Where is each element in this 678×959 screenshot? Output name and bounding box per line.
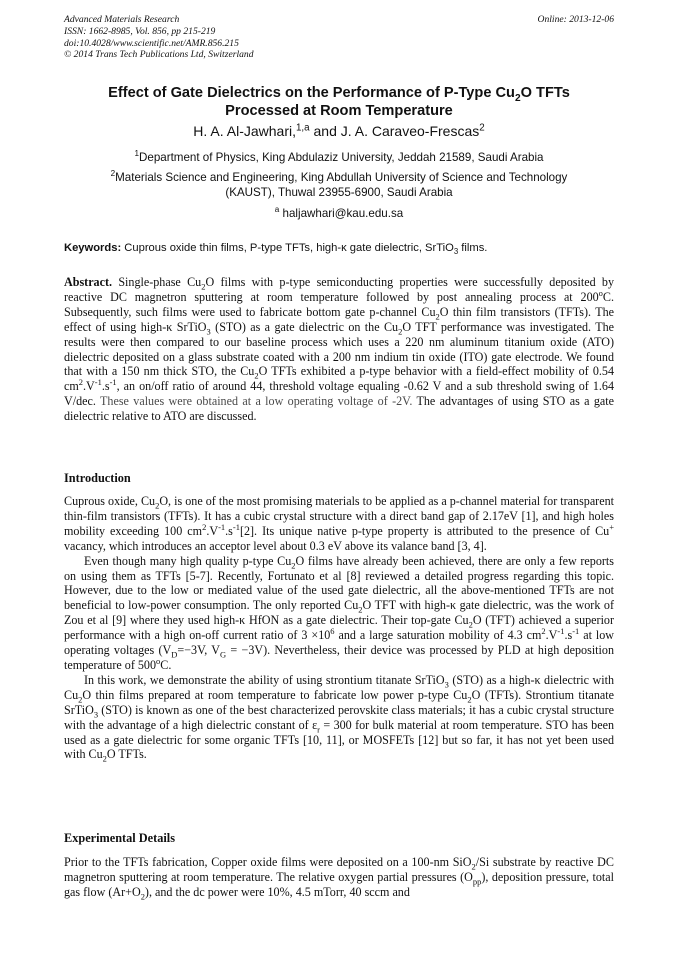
text: = −3V). Nevertheless, their device was processed by PLD at high deposition temperature of 500 [64,643,614,672]
text: The advantages of using STO as a gate dielectric relative to ATO are discussed. [64,394,614,424]
text: O films have already been achieved, there are only a few reports on using them as TFTs [5-7]. Recently, Fortunato et al [8] reviewed a detailed progress regarding this topic. However, due to the low or mediated value of the used gate dielectric, all the above-mentioned TFTs are not beneficial to low-power consumption. The only reported Cu [64,553,614,613]
copyright: © 2014 Trans Tech Publications Ltd, Switzerland [64,49,254,61]
text: O (TFTs). Strontium titanate SrTiO [64,687,615,717]
subscript: 2 [254,370,259,381]
superscript: -1 [572,626,580,637]
text: In this work, we demonstrate the ability of using strontium titanate SrTiO [84,672,445,687]
text: Cuprous oxide, Cu [64,494,156,508]
subscript: 2 [358,604,363,615]
online-date: Online: 2013-12-06 [537,14,614,25]
keywords-label: Keywords: [64,242,122,254]
paragraph [64,855,614,900]
subscript: 2 [468,619,473,630]
subscript: 2 [471,861,476,872]
affiliation-text: (KAUST), Thuwal 23955-6900, Saudi Arabia [225,186,453,199]
subscript: 2 [140,891,145,902]
email [60,206,618,221]
superscript: 2 [202,521,207,532]
keywords-text: Cuprous oxide thin films, P-type TFTs, high-κ gate dielectric, SrTiO [121,242,454,254]
superscript: 2 [110,169,116,179]
text: O TFTs. [106,747,147,762]
subscript: 2 [467,694,472,705]
superscript: 1,a [295,122,310,134]
subscript: 2 [78,694,83,705]
text: O (TFT) achieved a superior performance with a high on-off current ratio of 3 ×10 [64,613,615,643]
section-heading-experimental: Experimental Details [64,831,175,845]
text: O TFTs exhibited a p-type behavior with a field-effect mobility of 0.54 cm [64,364,615,394]
superscript: + [609,521,614,532]
text: O TFT with high-κ gate dielectric, was the work of Zou et al [9] where they used high-κ HfON as a gate dielectric. Their top-gate Cu [64,598,614,628]
superscript: -1 [557,626,565,637]
subscript: 2 [201,281,206,292]
superscript: a [274,205,280,215]
superscript: 6 [330,626,335,637]
superscript: 2 [479,122,485,134]
experimental-body [64,855,614,900]
affiliation-2 [60,170,618,200]
text: =−3V, V [177,643,221,658]
superscript: -1 [109,377,117,388]
journal-header [64,14,614,61]
doi: doi:10.4028/www.scientific.net/AMR.856.215 [64,37,239,49]
superscript: o [598,287,603,298]
subscript: pp [472,876,482,887]
subscript: 2 [155,500,160,511]
text: O, is one of the most promising materials to be applied as a p-channel material for transparent thin-film transistors (TFTs). It has a cubic crystal structure with a direct band gap of 2.17eV [1], and high holes mobility exceeding 100 cm [64,494,614,538]
text: , an on/off ratio of around 44, threshold voltage equaling -0.62 V and a sub threshold swing of 1.64 V/dec. [64,379,614,409]
authors [60,123,618,139]
superscript: -1 [218,521,226,532]
text: O films with p-type semiconducting properties were successfully deposited by reactive DC magnetron sputtering at room temperature followed by post annealing process at 200 [64,275,615,304]
text: (STO) as a gate dielectric on the Cu [210,319,399,334]
affiliation-text: Materials Science and Engineering, King Abdullah University of Science and Technology [115,171,568,184]
text: ), and the dc power were 10%, 4.5 mTorr, 40 sccm and [144,884,410,899]
subscript: r [317,724,320,734]
paragraph [64,554,614,673]
text: O thin film transistors (TFTs). The effect of using high-κ SrTiO [64,304,614,334]
text: vacancy, which introduces an acceptor level about 0.3 eV above its valance band [3, 4]. [64,538,487,553]
keywords [64,242,618,257]
subscript: 2 [102,753,107,764]
text: ), deposition pressure, total gas flow (Ar+O [64,869,614,899]
text: These values were obtained at a low operating voltage of -2V. [100,394,413,409]
subscript: 3 [444,679,449,690]
subscript: 2 [398,326,403,337]
introduction-body [64,494,614,762]
affiliation-1 [60,150,618,165]
paragraph [64,673,614,762]
author-2: and J. A. Caraveo-Frescas [309,123,480,139]
title-text: Effect of Gate Dielectrics on the Performance of P-Type Cu [108,85,515,101]
text: O thin films prepared at room temperature to fabricate low power p-type Cu [82,687,468,702]
author-1: H. A. Al-Jawhari, [193,123,296,139]
superscript: -1 [94,377,102,388]
superscript: -1 [232,521,240,532]
text: and a large saturation mobility of 4.3 cm [334,628,542,643]
text: C. [160,657,172,672]
subscript: 2 [435,311,440,322]
email-text: haljawhari@kau.edu.sa [279,207,404,220]
paragraph [64,494,614,554]
text: .V [83,379,95,394]
text: Even though many high quality p-type Cu [84,553,292,568]
subscript: 3 [206,326,211,337]
subscript: 3 [453,247,459,257]
title-text: O TFTs [520,85,570,101]
section-heading-introduction: Introduction [64,471,131,485]
subscript: 3 [93,709,99,720]
abstract-label: Abstract. [64,275,113,289]
abstract [64,275,614,424]
keywords-text: films. [458,242,488,254]
title-line2: Processed at Room Temperature [225,103,453,119]
subscript: 2 [291,560,296,571]
text: (STO) is known as one of the best characterized perovskite class materials; it has a cubic crystal structure with the advantage of a high dielectric constant of ε [64,702,614,732]
text: at low operating voltages (V [64,628,614,658]
text: O TFT performance was investigated. The results were then compared to our baseline process which uses a 220 nm aluminum titanium oxide (ATO) dielectric deposited on a glass substrate coated with a 200 nm indium tin oxide (ITO) gate electrode. We found that with a 150 nm thick STO, the Cu [64,319,614,379]
text: .V [206,523,219,538]
text: (STO) as a high-κ dielectric with Cu [64,672,615,702]
superscript: 1 [134,149,139,159]
paper-title [60,84,618,120]
subscript: G [220,649,227,660]
text: .s [564,628,573,643]
subscript: 2 [514,92,521,104]
text: .s [225,523,233,538]
text: /Si substrate by reactive DC magnetron sputtering at room temperature. The relative oxygen partial pressures (O [64,855,614,884]
issn: ISSN: 1662-8985, Vol. 856, pp 215-219 [64,25,216,37]
affiliation-text: Department of Physics, King Abdulaziz University, Jeddah 21589, Saudi Arabia [139,151,544,164]
text: Single-phase Cu [112,275,202,289]
text: .s [101,379,110,394]
text: Prior to the TFTs fabrication, Copper oxide films were deposited on a 100-nm SiO [64,855,472,869]
text: C. Subsequently, such films were used to fabricate bottom gate p-channel Cu [64,289,614,319]
text: [2]. Its unique native p-type property is attributed to the presence of Cu [239,523,610,538]
subscript: D [171,649,178,660]
text: = 300 for bulk material at room temperature. STO has been used as a gate dielectric for some organic TFTs [10, 11], or MOSFETs [12] but so far, it has not yet been used with Cu [64,717,615,762]
superscript: 2 [541,626,546,637]
superscript: o [156,655,161,666]
text: .V [545,628,558,643]
superscript: 2 [78,377,84,388]
journal-name: Advanced Materials Research [64,14,180,25]
